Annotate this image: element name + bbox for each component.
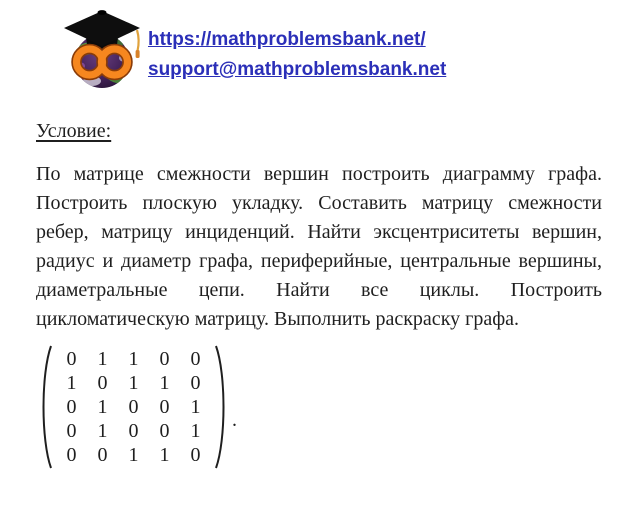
matrix-cell: 0 <box>66 347 77 370</box>
tassel <box>137 30 139 51</box>
matrix-cell: 0 <box>97 443 108 466</box>
matrix-cell: 1 <box>97 395 108 418</box>
matrix-cell: 1 <box>97 347 108 370</box>
site-url-link[interactable]: https://mathproblemsbank.net/ <box>148 29 426 50</box>
problem-statement-text: По матрице смежности вершин построить диаграмму графа. Построить плоскую укладку. Составить матрицу смежности ребер, матрицу инциденций. Найти эксцентриситеты вершин, радиус и диаметр графа, периферийные, центральные вершины, диаметральные цепи. Найти все циклы. Построить цикломатическую матрицу. Выполнить раскраску графа. <box>36 163 602 330</box>
matrix-cell: 0 <box>159 419 170 442</box>
adjacency-matrix <box>38 344 237 470</box>
matrix-cell: 0 <box>159 347 170 370</box>
left-paren <box>38 344 53 470</box>
matrix-cell: 0 <box>159 395 170 418</box>
matrix-cell: 0 <box>66 443 77 466</box>
matrix-cell: 1 <box>128 347 139 370</box>
matrix-cell: 0 <box>190 443 201 466</box>
matrix-cell: 1 <box>190 419 201 442</box>
mathproblemsbank-logo-icon <box>62 6 142 92</box>
matrix-cell: 1 <box>190 395 201 418</box>
matrix-suffix: . <box>232 408 237 431</box>
site-header <box>62 6 446 92</box>
matrix-cell: 0 <box>97 371 108 394</box>
matrix-cell: 0 <box>190 347 201 370</box>
matrix-cell: 0 <box>66 395 77 418</box>
matrix-cell: 1 <box>128 371 139 394</box>
matrix-cell: 0 <box>128 395 139 418</box>
header-links <box>148 13 446 85</box>
matrix-cell: 0 <box>190 371 201 394</box>
matrix-cell: 1 <box>159 443 170 466</box>
support-email-link[interactable]: support@mathproblemsbank.net <box>148 59 447 80</box>
matrix-cell: 0 <box>66 419 77 442</box>
matrix-grid <box>53 345 214 469</box>
right-paren <box>214 344 229 470</box>
matrix-cell: 1 <box>66 371 77 394</box>
matrix-cell: 0 <box>128 419 139 442</box>
matrix-cell: 1 <box>159 371 170 394</box>
matrix-cell: 1 <box>97 419 108 442</box>
condition-heading: Условие: <box>36 120 112 142</box>
matrix-cell: 1 <box>128 443 139 466</box>
